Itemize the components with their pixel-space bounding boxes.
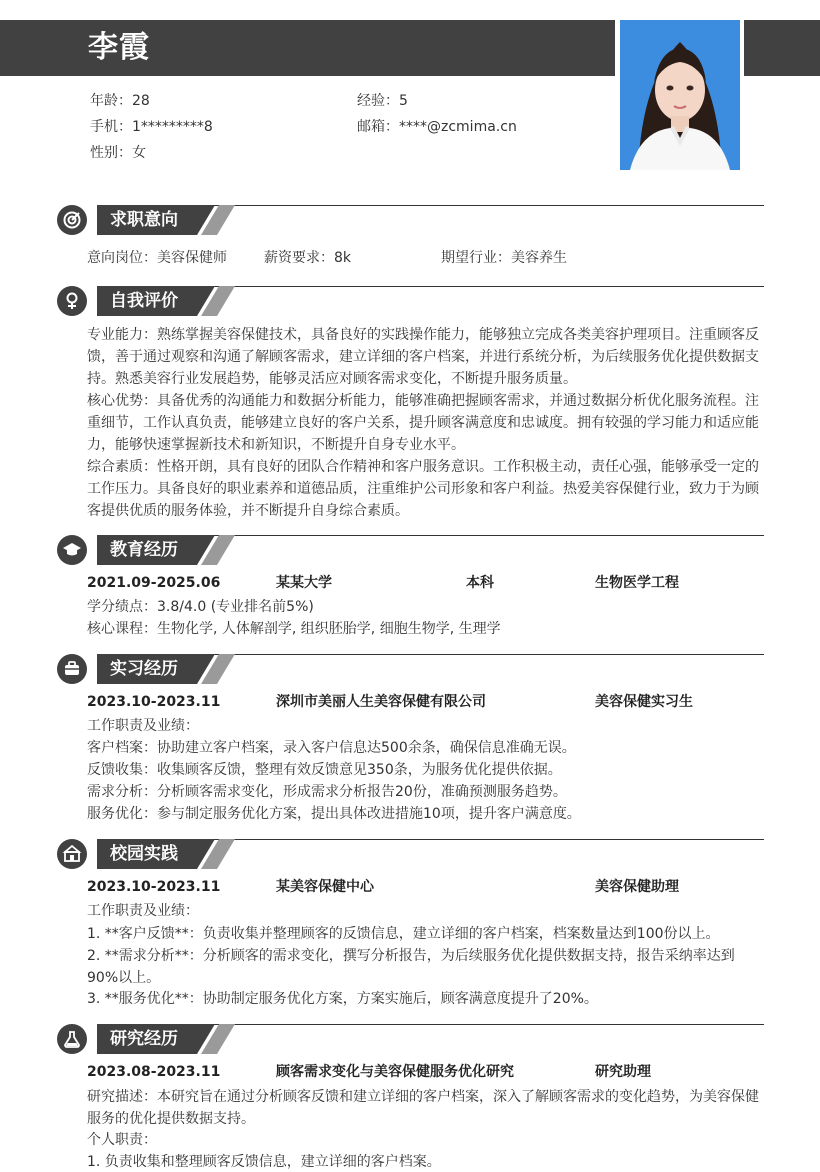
- section-title: 教育经历: [110, 540, 178, 560]
- internship-line: 反馈收集：收集顾客反馈，整理有效反馈意见350条，为服务优化提供依据。: [87, 762, 562, 778]
- campus-line: 3. **服务优化**：协助制定服务优化方案，方案实施后，顾客满意度提升了20%。: [87, 991, 598, 1007]
- campus-role: 美容保健助理: [595, 879, 679, 895]
- phone-field: [90, 117, 213, 137]
- research-date: 2023.08-2023.11: [87, 1064, 221, 1080]
- section-title: 自我评价: [110, 291, 178, 311]
- section-internship: [57, 654, 764, 684]
- internship-role: 美容保健实习生: [595, 694, 693, 710]
- campus-date: 2023.10-2023.11: [87, 879, 221, 895]
- email-label: 邮箱：: [357, 119, 399, 135]
- education-gpa: 学分绩点：3.8/4.0 (专业排名前5%): [87, 599, 314, 615]
- person-icon: [57, 286, 87, 316]
- research-duty-label: 个人职责：: [87, 1132, 157, 1148]
- internship-line: 工作职责及业绩：: [87, 718, 199, 734]
- campus-line: 1. **客户反馈**：负责收集并整理顾客的反馈信息，建立详细的客户档案，档案数量达到100份以上。: [87, 926, 720, 942]
- campus-org: 某美容保健中心: [276, 879, 374, 895]
- experience-field: [357, 91, 408, 111]
- self-eval-paragraph-2: 核心优势：具备优秀的沟通能力和数据分析能力，能够准确把握顾客需求，并通过数据分析优化服务流程。注重细节，工作认真负责，能够建立良好的客户关系，提升顾客满意度和忠诚度。拥有较强的学习能力和适应能力，能够快速掌握新技术和新知识，不断提升自身专业水平。: [87, 393, 759, 453]
- section-research: [57, 1024, 764, 1054]
- section-job-intent: [57, 205, 764, 235]
- internship-date: 2023.10-2023.11: [87, 694, 221, 710]
- research-role: 研究助理: [595, 1064, 651, 1080]
- intent-position: 意向岗位：美容保健师: [87, 250, 227, 266]
- intent-salary: 薪资要求：8k: [264, 250, 352, 266]
- education-courses: 核心课程：生物化学, 人体解剖学, 组织胚胎学, 细胞生物学, 生理学: [87, 621, 501, 637]
- section-title: 实习经历: [110, 659, 178, 679]
- profile-photo: [620, 20, 740, 170]
- gender-value: 女: [132, 145, 146, 161]
- email-value: ****@zcmima.cn: [399, 119, 517, 135]
- campus-line: 2. **需求分析**：分析顾客的需求变化，撰写分析报告，为后续服务优化提供数据支持，报告采纳率达到90%以上。: [87, 948, 735, 986]
- internship-company: 深圳市美丽人生美容保健有限公司: [276, 694, 486, 710]
- education-date: 2021.09-2025.06: [87, 575, 221, 591]
- header-bar-accent: [744, 20, 820, 76]
- email-field: [357, 117, 517, 137]
- gender-label: 性别：: [90, 145, 132, 161]
- internship-line: 客户档案：协助建立客户档案，录入客户信息达500余条，确保信息准确无误。: [87, 740, 576, 756]
- age-field: [90, 91, 150, 111]
- briefcase-icon: [57, 654, 87, 684]
- internship-line: 服务优化：参与制定服务优化方案，提出具体改进措施10项，提升客户满意度。: [87, 806, 581, 822]
- self-eval-paragraph-1: 专业能力：熟练掌握美容保健技术，具备良好的实践操作能力，能够独立完成各类美容护理项目。注重顾客反馈，善于通过观察和沟通了解顾客需求，建立详细的客户档案，并进行系统分析，为后续服务优化提供数据支持。熟悉美容行业发展趋势，能够灵活应对顾客需求变化，不断提升服务质量。: [87, 327, 759, 387]
- section-education: [57, 535, 764, 565]
- gender-field: [90, 143, 146, 163]
- experience-label: 经验：: [357, 93, 399, 109]
- section-campus-practice: [57, 839, 764, 869]
- research-topic: 顾客需求变化与美容保健服务优化研究: [276, 1064, 514, 1080]
- education-major: 生物医学工程: [595, 575, 679, 591]
- experience-value: 5: [399, 93, 408, 109]
- section-title: 校园实践: [110, 844, 178, 864]
- intent-industry: 期望行业：美容养生: [441, 250, 567, 266]
- section-title: 求职意向: [110, 210, 178, 230]
- phone-value: 1*********8: [132, 119, 213, 135]
- education-degree: 本科: [466, 575, 494, 591]
- self-eval-paragraph-3: 综合素质：性格开朗，具有良好的团队合作精神和客户服务意识。工作积极主动，责任心强，能够承受一定的工作压力。具备良好的职业素养和道德品质，注重维护公司形象和客户利益。热爱美容保健行业，致力于为顾客提供优质的服务体验，并不断提升自身综合素质。: [87, 459, 759, 519]
- research-description: 研究描述：本研究旨在通过分析顾客反馈和建立详细的客户档案，深入了解顾客需求的变化趋势，为美容保健服务的优化提供数据支持。: [87, 1089, 759, 1127]
- age-label: 年龄：: [90, 93, 132, 109]
- flask-icon: [57, 1024, 87, 1054]
- building-icon: [57, 839, 87, 869]
- target-icon: [57, 205, 87, 235]
- section-self-evaluation: [57, 286, 764, 316]
- phone-label: 手机：: [90, 119, 132, 135]
- internship-line: 需求分析：分析顾客需求变化，形成需求分析报告20份，准确预测服务趋势。: [87, 784, 567, 800]
- research-duty: 1. 负责收集和整理顾客反馈信息，建立详细的客户档案。: [87, 1154, 441, 1170]
- graduation-cap-icon: [57, 535, 87, 565]
- section-title: 研究经历: [110, 1029, 178, 1049]
- campus-line: 工作职责及业绩：: [87, 903, 199, 919]
- candidate-name: 李霞: [88, 30, 150, 65]
- education-school: 某某大学: [276, 575, 332, 591]
- age-value: 28: [132, 93, 150, 109]
